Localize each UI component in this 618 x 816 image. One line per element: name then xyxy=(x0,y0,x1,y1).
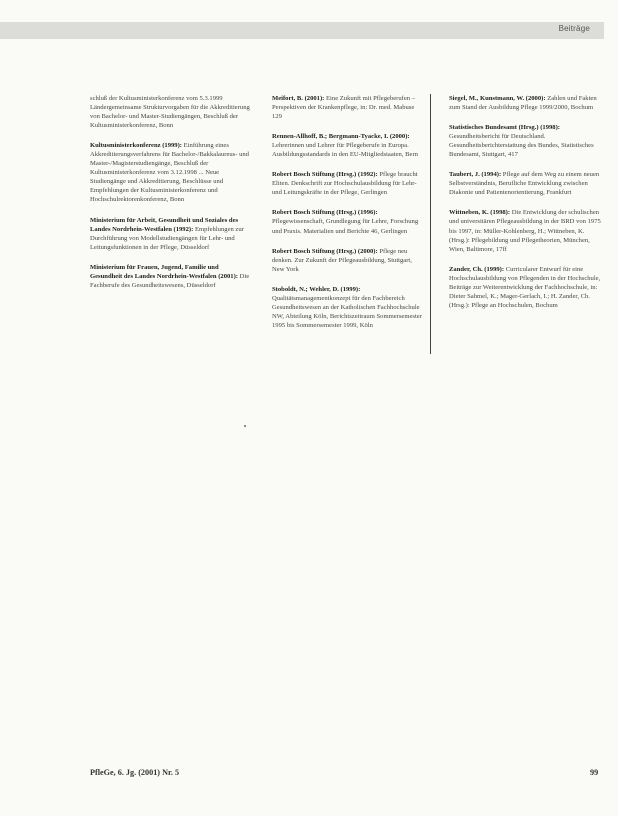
reference-entry xyxy=(272,132,424,159)
reference-entry xyxy=(272,94,424,121)
reference-entry xyxy=(449,265,603,310)
reference-column-middle xyxy=(272,94,431,354)
reference-author: Zander, Ch. (1999): xyxy=(449,265,505,273)
running-header-bar xyxy=(0,22,604,39)
reference-text: Qualitätsmanagementkonzept für den Fachbereich Gesundheitswesen an der Katholischen Fachhochschule NW, Abteilung Köln, Berichtszeitraum Sommersemester 1995 bis Sommersemester 1999, Köln xyxy=(272,294,422,329)
reference-column-right xyxy=(449,94,603,321)
reference-author: Robert Bosch Stiftung (Hrsg.) (1992): xyxy=(272,171,378,179)
reference-author: Taubert, J. (1994): xyxy=(449,171,502,179)
reference-text: Eine Zukunft mit Pflegeberufen – Perspektiven der Krankenpflege, in: Dr. med. Mabuse 129 xyxy=(272,95,416,121)
reference-text: schluß der Kultusministerkonferenz vom 5.3.1999 Ländergemeinsame Strukturvorgaben für die Akkreditierung von Bachelor- und Master-Studiengängen, Beschluß der Kultusministerkonferenz, Bonn xyxy=(90,95,250,130)
reference-text: Pflegewissenschaft, Grundlegung für Lehre, Forschung und Praxis. Materialien und Berichte 46, Gerlingen xyxy=(272,218,419,235)
reference-author: Siegel, M., Kunstmann, W. (2000): xyxy=(449,95,546,102)
reference-entry xyxy=(90,216,251,252)
reference-author: Kultusministerkonferenz (1999): xyxy=(90,142,183,150)
reference-text: Pflege auf dem Weg zu einem neuen Selbstverständnis, Berufliche Entwicklung zwischen Diakonie und Patientenorientierung, Frankfurt xyxy=(449,171,600,197)
journal-citation: PfleGe, 6. Jg. (2001) Nr. 5 xyxy=(90,768,180,777)
reference-text: Curricularer Entwurf für eine Hochschulausbildung von Pflegenden in der Hochschule, Beiträge zur Weiterentwicklung der Fachhochschule, in: Dieter Sahmel, K.; Mager-Gerlach, I.; H. Zander, Ch. (Hrsg.): Pflege an Hochschulen, Bochum xyxy=(449,265,601,309)
reference-text: Einführung eines Akkreditierungsverfahrens für Bachelor-/Bakkalaureus- und Master-/Magisterstudiengänge, Beschluß der Kultusministerkonferenz vom 3.12.1998 ... Neue Studiengänge und Akkreditierung, Beschlüsse und Empfehlungen der Kultusministerkonferenz und Hochschulrektorenkonferenz, Bonn xyxy=(90,142,249,204)
reference-entry xyxy=(449,170,603,197)
reference-entry xyxy=(90,94,251,130)
reference-text: Gesundheitsbericht für Deutschland. Gesundheitsberichterstattung des Bundes, Statistisches Bundesamt, Stuttgart, 417 xyxy=(449,133,594,159)
reference-entry xyxy=(272,285,424,330)
reference-author: Wittneben, K. (1998): xyxy=(449,209,511,217)
reference-entry xyxy=(272,208,424,235)
reference-text: Empfehlungen zur Durchführung von Modellstudiengängen für Lehr- und Leitungsfunktionen in der Pflege, Düsseldorf xyxy=(90,225,244,251)
reference-entry xyxy=(449,208,603,253)
reference-entry xyxy=(90,141,251,204)
reference-text: Lehrerinnen und Lehrer für Pflegeberufe in Europa. Ausbildungsstandards in den EU-Mitgliedstaaten, Bern xyxy=(272,142,418,159)
reference-entry xyxy=(90,263,251,290)
reference-text: Pflege braucht Eliten. Denkschrift zur Hochschulausbildung für Lehr- und Leitungskräfte in der Pflege, Gerlingen xyxy=(272,171,418,197)
reference-author: Statistisches Bundesamt (Hrsg.) (1998): xyxy=(449,124,560,132)
reference-entry xyxy=(272,247,424,274)
reference-author: Stoboldt, N.; Wehler, D. (1999): xyxy=(272,285,361,293)
page-speck xyxy=(244,425,246,427)
reference-author: Ministerium für Frauen, Jugend, Familie und Gesundheit des Landes Nordrhein-Westfalen (2001): xyxy=(90,263,238,280)
reference-entry xyxy=(449,123,603,159)
reference-text: Zahlen und Fakten zum Stand der Ausbildung Pflege 1999/2000, Bochum xyxy=(449,95,597,112)
reference-text: Pflege neu denken. Zur Zukunft der Pflegeausbildung, Stuttgart, New York xyxy=(272,247,412,273)
reference-author: Robert Bosch Stiftung (Hrsg.) (1996): xyxy=(272,209,378,217)
page-number: 99 xyxy=(590,768,599,777)
reference-author: Robert Bosch Stiftung (Hrsg.) (2000): xyxy=(272,247,378,255)
reference-author: Rennen-Allhoff, B.; Bergmann-Tyacke, I. (2000): xyxy=(272,133,410,141)
reference-text: Die Entwicklung der schulischen und universitären Pflegeausbildung in der BRD von 1975 bis 1997, in: Müller-Kohlenberg, H.; Wittneben, K. (Hrsg.): Pflegebildung und Pflegetheorien, München, Wien, Baltimore, 17ff xyxy=(449,209,601,253)
reference-text: Die Fachberufe des Gesundheitswesens, Düsseldorf xyxy=(90,272,250,289)
reference-author: Meifort, B. (2001): xyxy=(272,95,325,102)
reference-entry xyxy=(272,170,424,197)
reference-author: Ministerium für Arbeit, Gesundheit und Soziales des Landes Nordrhein-Westfalen (1992): xyxy=(90,216,239,233)
running-header-label: Beiträge xyxy=(558,24,590,33)
reference-column-left xyxy=(90,94,251,301)
reference-entry xyxy=(449,94,603,112)
